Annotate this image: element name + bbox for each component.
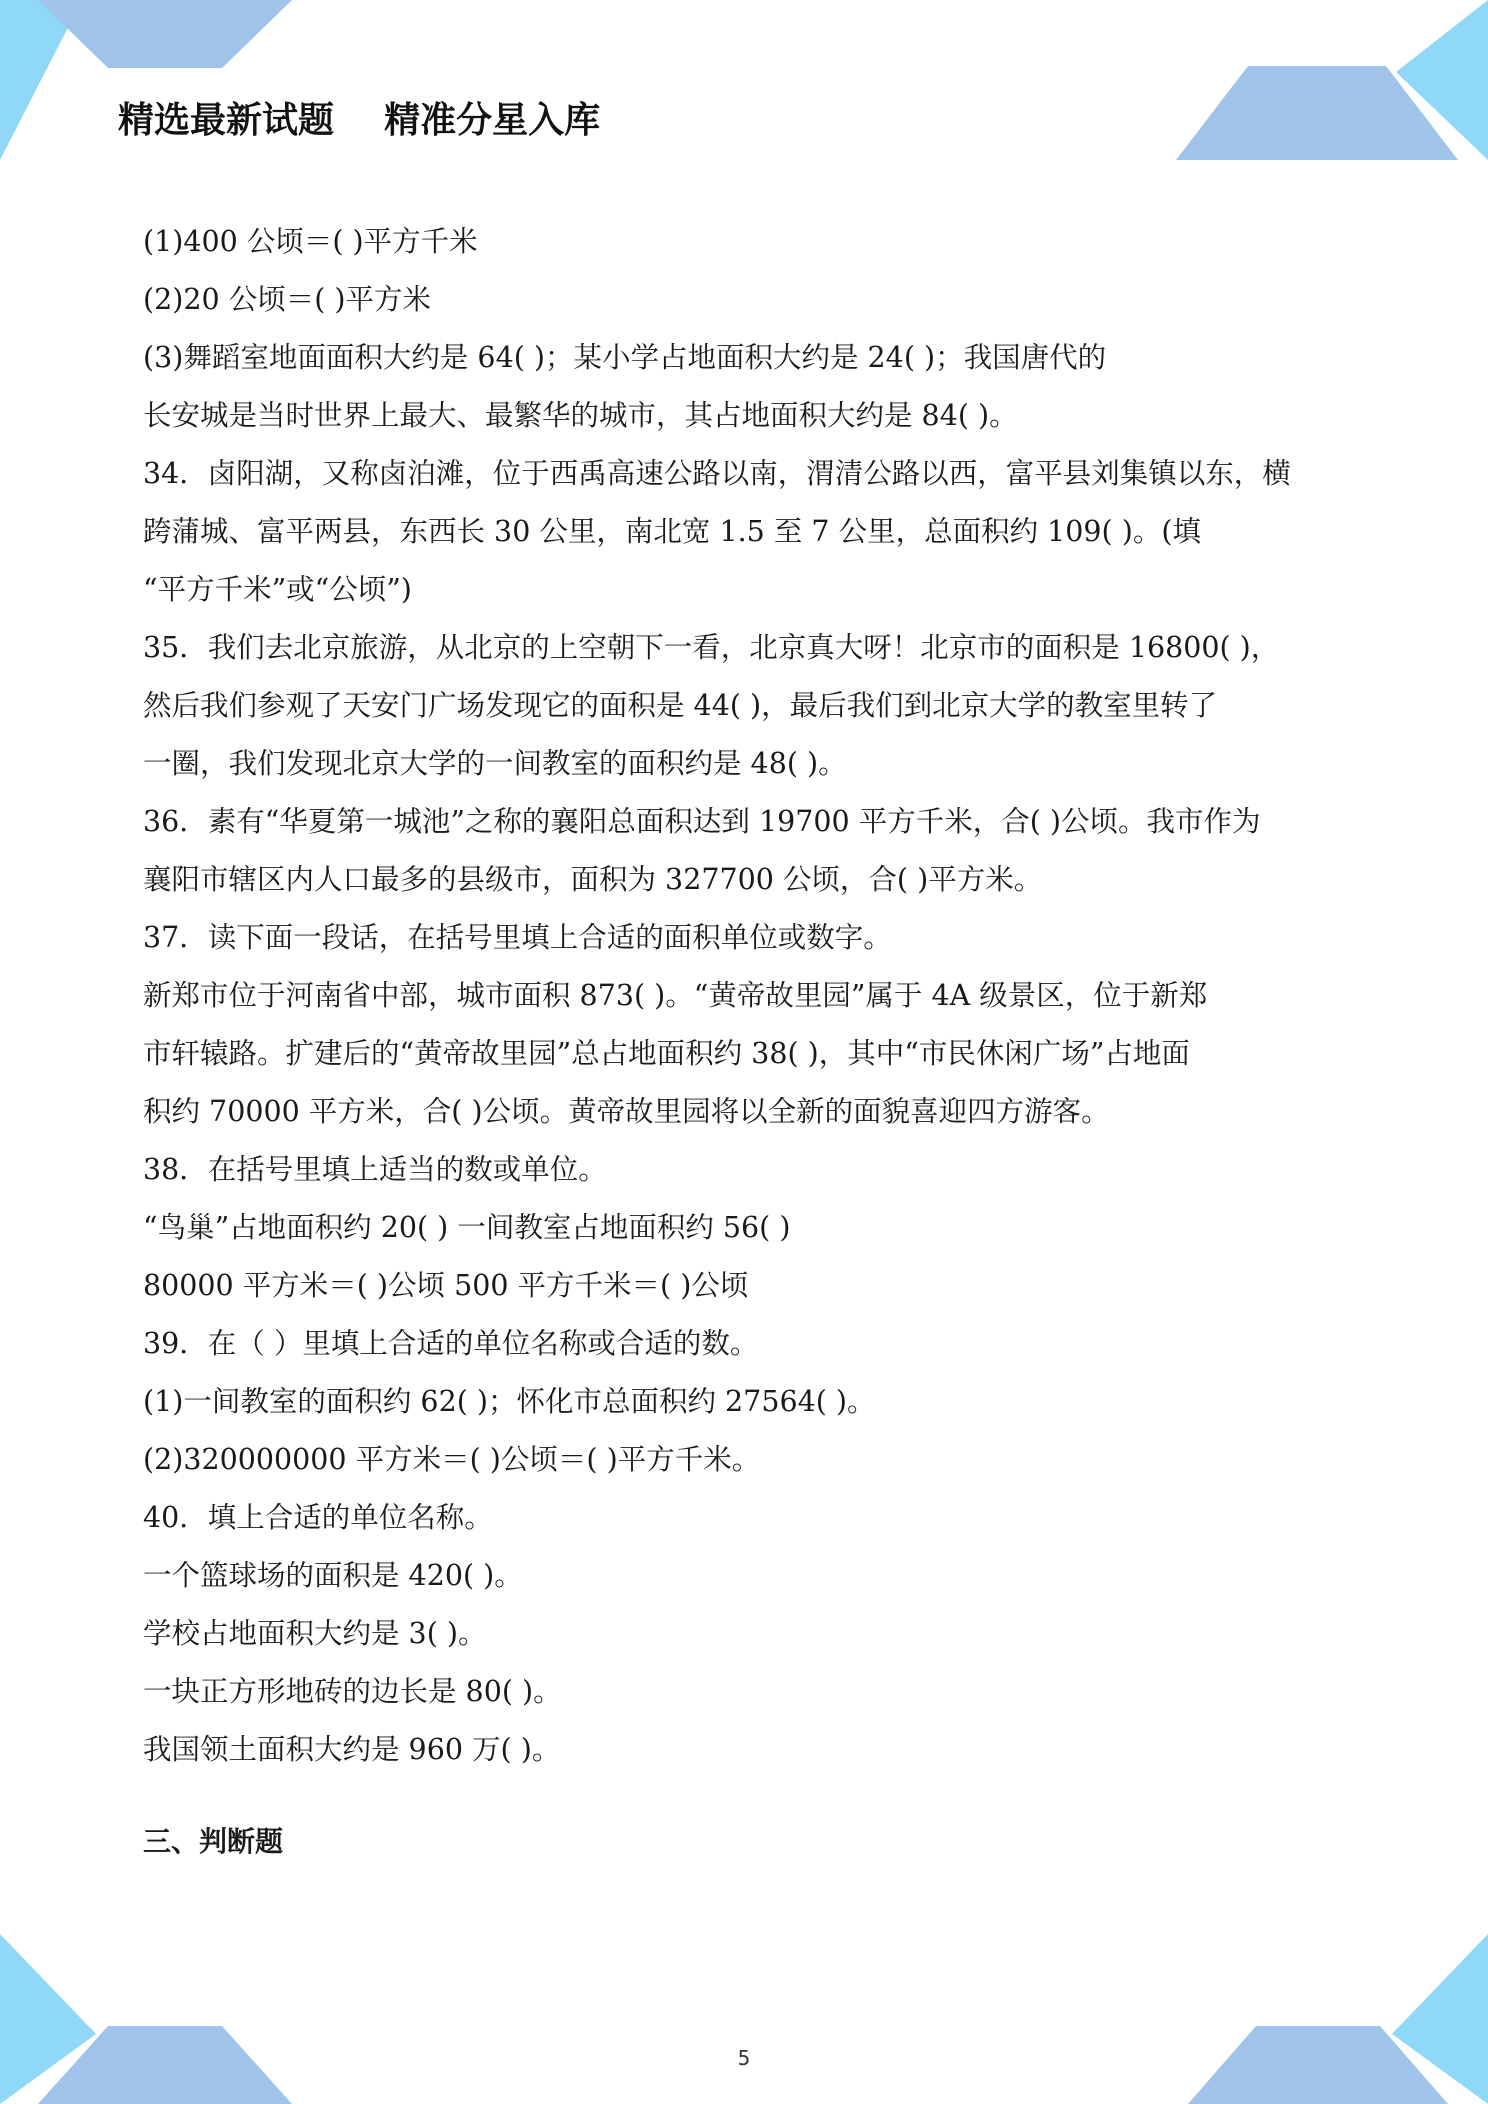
top-left-decoration [0, 0, 300, 170]
question-line: 37．读下面一段话，在括号里填上合适的面积单位或数字。 [143, 921, 892, 954]
question-line: 长安城是当时世界上最大、最繁华的城市，其占地面积大约是 84( )。 [143, 399, 1018, 432]
question-line: (3)舞蹈室地面面积大约是 64( )；某小学占地面积大约是 24( )；我国唐代的 [143, 341, 1107, 374]
question-line: 新郑市位于河南省中部，城市面积 873( )。“黄帝故里园”属于 4A 级景区，位于新郑 [143, 979, 1208, 1012]
question-line: 学校占地面积大约是 3( )。 [143, 1617, 487, 1650]
question-line: 40．填上合适的单位名称。 [143, 1501, 493, 1534]
question-line: (2)320000000 平方米＝( )公顷＝( )平方千米。 [143, 1443, 761, 1476]
question-line: 36．素有“华夏第一城池”之称的襄阳总面积达到 19700 平方千米，合( )公顷。我市作为 [143, 805, 1261, 838]
question-line: 38．在括号里填上适当的数或单位。 [143, 1153, 607, 1186]
question-line: 跨蒲城、富平两县，东西长 30 公里，南北宽 1.5 至 7 公里，总面积约 109( )。(填 [143, 515, 1201, 548]
question-line: 80000 平方米＝( )公顷 500 平方千米＝( )公顷 [143, 1269, 749, 1302]
question-line: 一圈，我们发现北京大学的一间教室的面积约是 48( )。 [143, 747, 847, 780]
top-left-band [38, 0, 292, 68]
page-number: 5 [737, 2046, 751, 2070]
question-line: (1)一间教室的面积约 62( )；怀化市总面积约 27564( )。 [143, 1385, 876, 1418]
question-line: 然后我们参观了天安门广场发现它的面积是 44( )，最后我们到北京大学的教室里转了 [143, 689, 1218, 722]
section-heading: 三、判断题 [143, 1825, 284, 1858]
question-line: (1)400 公顷＝( )平方千米 [143, 225, 478, 258]
header-title: 精选最新试题 精准分星入库 [118, 100, 601, 141]
top-right-decoration [1158, 0, 1488, 170]
question-line: “鸟巢”占地面积约 20( ) 一间教室占地面积约 56( ) [143, 1211, 791, 1244]
question-content [143, 213, 1353, 1871]
question-line: 35．我们去北京旅游，从北京的上空朝下一看，北京真大呀！北京市的面积是 16800( )， [143, 631, 1280, 664]
question-line: 一个篮球场的面积是 420( )。 [143, 1559, 523, 1592]
bottom-right-decoration [1158, 1934, 1488, 2104]
question-line: “平方千米”或“公顷”) [143, 573, 412, 606]
question-line: 一块正方形地砖的边长是 80( )。 [143, 1675, 562, 1708]
question-line: 市轩辕路。扩建后的“黄帝故里园”总占地面积约 38( )，其中“市民休闲广场”占地面 [143, 1037, 1190, 1070]
section-spacer [143, 1779, 1353, 1813]
question-line: 34．卤阳湖，又称卤泊滩，位于西禹高速公路以南，渭清公路以西，富平县刘集镇以东，横 [143, 457, 1291, 490]
question-line: 我国领土面积大约是 960 万( )。 [143, 1733, 561, 1766]
question-line: 积约 70000 平方米，合( )公顷。黄帝故里园将以全新的面貌喜迎四方游客。 [143, 1095, 1110, 1128]
bottom-left-decoration [0, 1934, 300, 2104]
question-line: (2)20 公顷＝( )平方米 [143, 283, 431, 316]
question-line: 襄阳市辖区内人口最多的县级市，面积为 327700 公顷，合( )平方米。 [143, 863, 1043, 896]
question-line: 39．在（ ）里填上合适的单位名称或合适的数。 [143, 1327, 759, 1360]
